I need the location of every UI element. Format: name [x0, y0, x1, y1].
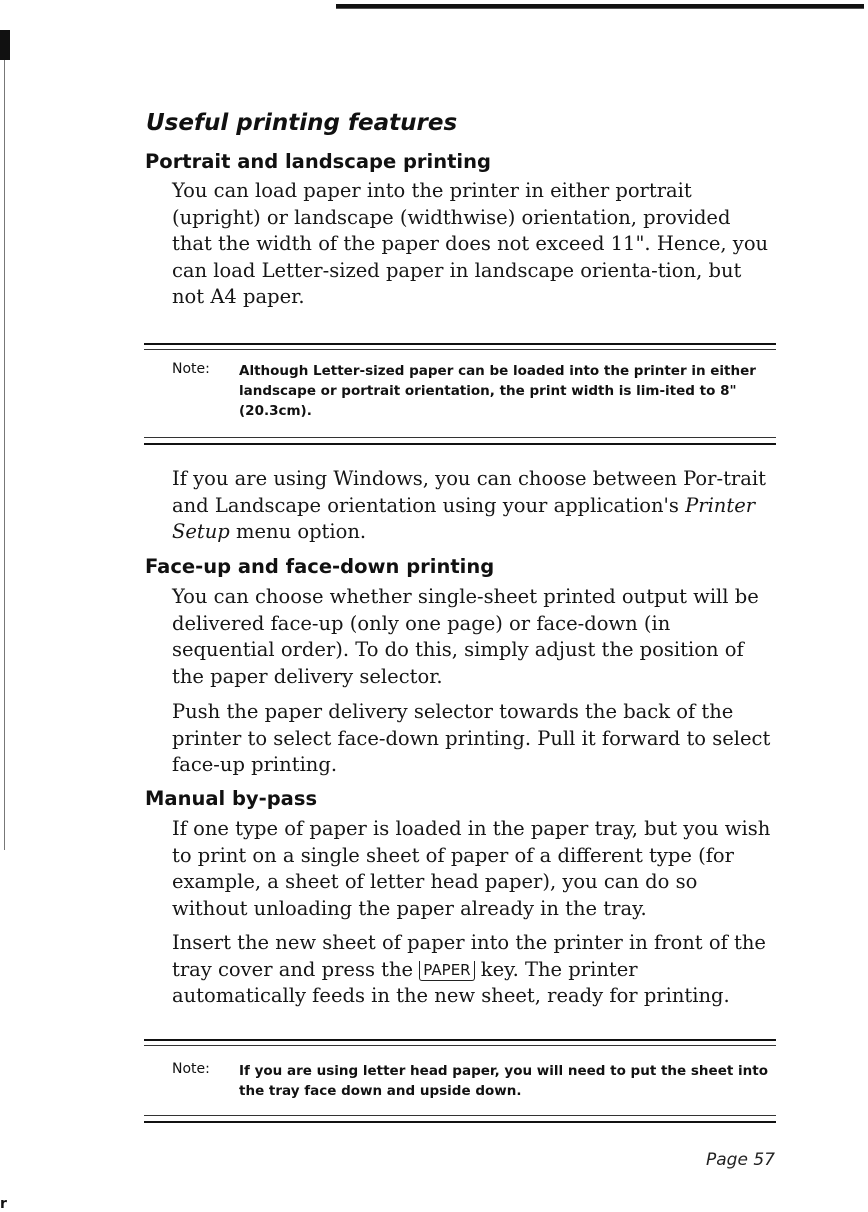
portrait-paragraph-2: [172, 466, 772, 546]
bypass-paragraph-2: [172, 930, 772, 1010]
note-label: Note:: [172, 1061, 210, 1077]
bypass-paragraph-2-end: key. The printer automatically feeds in the new sheet, ready for printing.: [172, 957, 730, 1007]
note-rule-bottom-thin: [144, 437, 776, 438]
note-rule-bottom: [144, 1121, 776, 1123]
top-rule-thin: [336, 8, 864, 9]
note-rule-top-thin: [144, 349, 776, 350]
binding-edge-line: [4, 60, 5, 850]
faceup-paragraph-1: You can choose whether single-sheet printed output will be delivered face-up (only one page) or face-down (in sequential order). To do this, simply adjust the position of the paper delivery selector.: [172, 585, 759, 688]
page-number: Page 57: [706, 1150, 775, 1170]
printer-setup-menu-name: Printer Setup: [172, 493, 756, 543]
paper-key: PAPER: [419, 961, 474, 981]
section-title: Useful printing features: [146, 110, 458, 136]
note-rule-bottom: [144, 443, 776, 445]
note-label: Note:: [172, 361, 210, 377]
heading-manual-bypass: Manual by-pass: [145, 787, 318, 810]
note-rule-bottom-thin: [144, 1115, 776, 1116]
note-text: If you are using letter head paper, you will need to put the sheet into the tray face down and upside down.: [239, 1063, 768, 1099]
heading-face-up-down: Face-up and face-down printing: [145, 555, 495, 578]
corner-crop-mark: r: [0, 1196, 7, 1212]
faceup-paragraph-2: Push the paper delivery selector towards the back of the printer to select face-down printing. Pull it forward to select face-up printing.: [172, 700, 771, 776]
portrait-paragraph-1: You can load paper into the printer in either portrait (upright) or landscape (widthwise) orientation, provided that the width of the paper does not exceed 11". Hence, you can load Letter-sized paper in landscape orienta-tion, but not A4 paper.: [172, 179, 769, 308]
portrait-paragraph-2-end: menu option.: [229, 520, 367, 543]
heading-portrait-landscape: Portrait and landscape printing: [145, 150, 491, 173]
portrait-paragraph-2-text: If you are using Windows, you can choose between Por-trait and Landscape orientation using your application's: [172, 467, 766, 517]
binding-edge-mark: [0, 30, 10, 60]
note-text: Although Letter-sized paper can be loaded into the printer in either landscape or portrait orientation, the print width is lim-ited to 8" (20.3cm).: [239, 363, 756, 419]
note-rule-top-thin: [144, 1045, 776, 1046]
note-rule-top: [144, 343, 776, 345]
note-rule-top: [144, 1039, 776, 1041]
bypass-paragraph-2-text: Insert the new sheet of paper into the printer in front of the tray cover and press the: [172, 931, 766, 981]
bypass-paragraph-1: If one type of paper is loaded in the paper tray, but you wish to print on a single sheet of paper of a different type (for example, a sheet of letter head paper), you can do so without unloading the paper already in the tray.: [172, 817, 771, 920]
